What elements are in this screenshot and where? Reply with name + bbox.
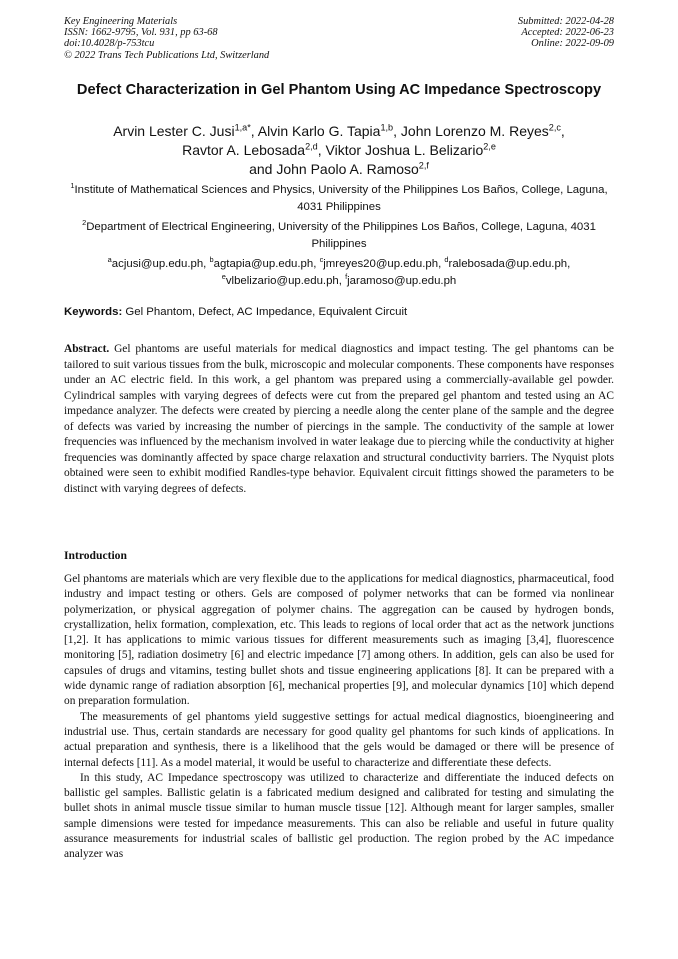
abstract-label: Abstract. [64,343,110,355]
abstract [64,342,614,497]
affiliation-1 [64,182,614,216]
email-sup: d [444,255,449,265]
email-sup: f [345,272,348,282]
journal-header-left [64,16,269,61]
affiliation-2 [64,219,614,253]
intro-paragraph: In this study, AC Impedance spectroscopy was utilized to characterize and differentiate the induced defects on ballistic gel samples. Ballistic gelatin is a fabricated medium designed and calibrated for testing and simulating the bullet shots in animal muscle tissue similar to human muscle tissue [12]. Although meant for larger samples, smaller sample dimensions were tested for impedance measurements. This can also be reliable and useful in future quality assurance measurements for industrial scales of ballistic gel production. The region probed by the AC impedance analyzer was [64,771,614,861]
email-address: acjusi@up.edu.ph [111,258,204,270]
submitted-date: Submitted: 2022-04-28 [517,16,614,27]
journal-copyright: © 2022 Trans Tech Publications Ltd, Switzerland [64,49,270,61]
author-affil-sup: 1,a* [234,122,251,133]
author-emails: $^a$acjusi@up.edu.ph, $^b$agtapia@up.edu.ph, $^c$jmreyes20@up.edu.ph, $^d$ralebosada@up.edu.ph, $^e$vlbelizario@up.edu.ph, $^f$jaramoso@up.edu.ph [107,255,571,287]
author-name: John Paolo A. Ramoso [276,161,419,177]
email-address: vlbelizario@up.edu.ph [225,275,339,287]
email-sup: c [319,255,324,265]
journal-issn: ISSN: 1662-9795, Vol. 931, pp 63-68 [64,27,218,39]
email-sup: e [221,272,226,282]
accepted-date: Accepted: 2022-06-23 [521,27,614,39]
email-address: jmreyes20@up.edu.ph [323,258,439,270]
author-and: and [249,161,277,177]
affiliation-text: Department of Electrical Engineering, University of the Philippines Los Baños, College, Laguna, 4031 Philippines [86,221,596,250]
author-affil-sup: 2,d [305,141,318,152]
email-sup: b [209,255,214,265]
author-name: John Lorenzo M. Reyes [400,123,549,139]
affiliation-text: Institute of Mathematical Sciences and Physics, University of the Philippines Los Baños, College, Laguna, 4031 Philippines [74,184,608,213]
author-separator: , [250,123,258,139]
keywords-text: Gel Phantom, Defect, AC Impedance, Equivalent Circuit [125,306,408,318]
email-sup: a [107,255,112,265]
introduction-body [64,572,614,863]
intro-paragraph: Gel phantoms are materials which are very flexible due to the applications for medical diagnostics, pharmaceutical, food industry and impact testing or others. Gels are composed of polymer networks that can be formed via nonlinear polymerization, or physical aggregation of polymer chains. The aggregation can be caused by hydrogen bonds, crystallization, helix formation, complexation, etc. This leads to regions of local order that act as the network junctions [1,2]. It has applications to mimic various tissues for different measurements such as imaging [3,4], fluorescence monitoring [5], radiation dosimetry [6] and electric impedance [7] among others. In addition, gels can also be used for capsules of drugs and vitamins, testing bullet shots and tissue engineering applications [8]. It can be prepared with a wide dynamic range of radiation absorption [6], mechanical properties [9], and molecular dynamics [10] which depend on preparation formulation. [64,573,614,708]
intro-paragraph: The measurements of gel phantoms yield suggestive settings for actual medical diagnostics, bioengineering and industrial use. Thus, certain standards are necessary for good quality gel phantoms for such kinds of applications. In actual preparation and synthesis, there is a likelihood that the gels would be damaged or there will be presence of internal defects [11]. As a model material, it would be useful to characterize and differentiate these defects. [64,710,614,769]
journal-name: Key Engineering Materials [64,16,178,27]
journal-header-right [518,16,614,50]
affiliation-sup: 1 [70,181,75,191]
author-name: Viktor Joshua L. Belizario [325,142,484,158]
journal-doi: doi:10.4028/p-753tcu [64,38,155,50]
email-address: jaramoso@up.edu.ph [347,275,457,287]
author-name: Ravtor A. Lebosada [182,142,306,158]
author-affil-sup: 1,b [380,122,394,133]
author-name: Arvin Lester C. Jusi [113,123,235,139]
author-separator: , [317,142,326,158]
author-affil-sup: 2,e [483,141,496,152]
email-address: ralebosada@up.edu.ph [448,258,568,270]
author-list [64,122,614,179]
email-address: agtapia@up.edu.ph [213,258,314,270]
author-affil-sup: 2,c [548,122,561,133]
keywords [64,305,614,320]
paper-title: Defect Characterization in Gel Phantom Using AC Impedance Spectroscopy [76,82,602,98]
abstract-text: Gel phantoms are useful materials for medical diagnostics and impact testing. The gel phantoms can be tailored to suit various tissues from the bulk, microscopic and molecular components. These components have responses under an AC electric field. In this work, a gel phantom was prepared using a commercially-available gel powder. Cylindrical samples with varying degrees of defects were cut from the prepared gel phantom and tested using an AC impedance analyzer. The defects were created by piercing a needle along the center plane of the sample and the degree of defects was varied by increasing the number of piercings in the sample. The conductivity of the sample at lower frequencies was influenced by the mechanism involved in water leakage due to piercing while the conductivity at higher frequencies was dominantly affected by space charge relaxation and structural conductivity barriers. The Nyquist plots obtained were seen to exhibit modified Randles-type behavior. Equivalent circuit fittings showed the parameters to be distinct with varying degrees of defects. [64,343,614,495]
affiliation-sup: 2 [82,218,87,228]
author-affil-sup: 2,f [418,160,429,171]
author-separator: , [560,123,565,139]
keywords-label: Keywords: [64,306,123,318]
section-heading-introduction: Introduction [64,549,127,562]
author-name: Alvin Karlo G. Tapia [257,123,381,139]
author-separator: , [393,123,401,139]
online-date: Online: 2022-09-09 [531,38,614,50]
